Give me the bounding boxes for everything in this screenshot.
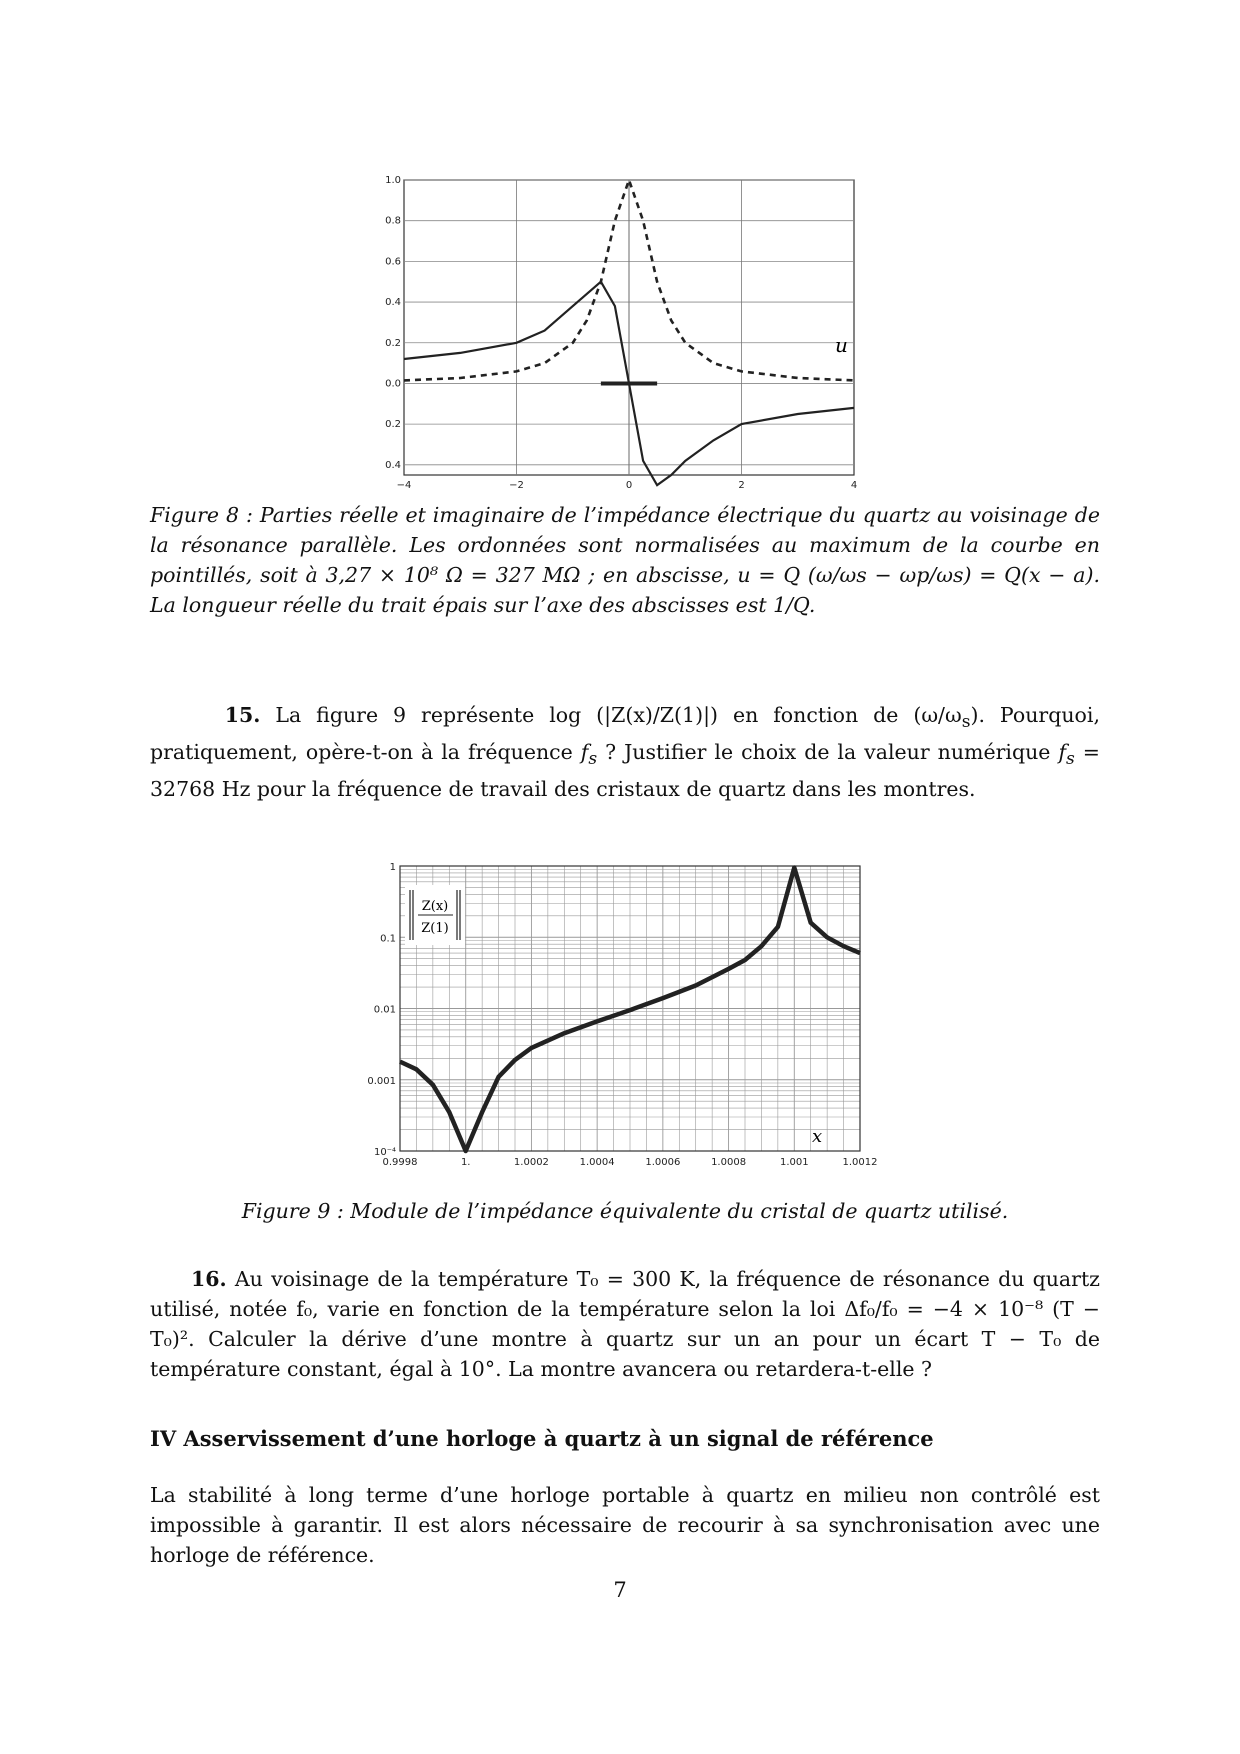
page-number: 7	[613, 1578, 627, 1602]
figure-9-chart	[360, 858, 880, 1176]
figure-9-x-tick-label: 0.9998	[382, 1157, 418, 1168]
figure-9-y-tick-label: 0.01	[373, 1004, 396, 1016]
figure-8-y-tick-label: 0.6	[385, 256, 401, 268]
figure-8-caption-text: Figure 8 : Parties réelle et imaginaire de l’impédance électrique du quartz au voisinage de la résonance parallèle. Les ordonnées sont normalisées au maximum de la courbe en pointillés, soit à 3,27 × 10⁸ Ω = 327 MΩ ; en abscisse, u = Q (ω/ωs − ωp/ωs) = Q(x − a). La longueur réelle du trait épais sur l’axe des abscisses est 1/Q.	[150, 503, 1100, 617]
figure-9-x-tick-label: 1.0008	[711, 1157, 747, 1168]
figure-9-x-tick-label: 1.0012	[842, 1157, 878, 1168]
figure-8-x-tick-label: 4	[850, 480, 858, 491]
question-16-number: 16.	[191, 1267, 227, 1291]
figure-8-x-ticks	[397, 480, 858, 491]
figure-9-caption	[150, 1196, 1100, 1226]
figure-9-x-tick-label: 1.0004	[579, 1157, 615, 1168]
figure-9-legend	[405, 885, 465, 945]
figure-9-x-ticks	[383, 1157, 878, 1168]
figure-8-y-tick-label: 1.0	[385, 175, 401, 186]
question-16-text: Au voisinage de la température T₀ = 300 K, la fréquence de résonance du quartz utilisé, notée f₀, varie en fonction de la température selon la loi Δf₀/f₀ = −4 × 10⁻⁸ (T − T₀)². Calculer la dérive d’une montre à quartz sur un an pour un écart T − T₀ de température constant, égal à 10°. La montre avancera ou retardera-t-elle ?	[150, 1267, 1100, 1381]
question-15-text-c: . Pourquoi, pratiquement, opère-t-on à la fréquence	[150, 703, 1100, 765]
section-4-paragraph: La stabilité à long terme d’une horloge portable à quartz en milieu non contrôlé est impossible à garantir. Il est alors nécessaire de recourir à sa synchronisation avec une horloge de référence.	[150, 1483, 1100, 1567]
question-15-text-e: = 32768 Hz pour la fréquence de travail des cristaux de quartz dans les montres.	[150, 740, 1100, 802]
figure-9-x-tick-label: 1.001	[779, 1157, 809, 1168]
figure-9-y-ticks	[367, 862, 396, 1158]
figure-9-caption-text: Figure 9 : Module de l’impédance équivalente du cristal de quartz utilisé.	[241, 1199, 1009, 1223]
figure-9-legend-numerator: Z(x)	[421, 899, 449, 914]
figure-8-y-tick-label: 0.4	[385, 459, 401, 471]
figure-8-grid	[404, 180, 854, 475]
question-15-text-b: en fonction de	[732, 703, 899, 727]
figure-8-x-tick-label: −2	[509, 480, 524, 491]
figure-9-x-tick-label: 1.	[460, 1157, 471, 1168]
figure-9-y-tick-label: 0.001	[367, 1075, 396, 1087]
figure-8-axis-label: u	[835, 333, 848, 357]
question-15: 15. La figure 9 représente log (|Z(x)/Z(1)|) en fonction de $(\omega/\omega_s)$. Pourquoi, pratiquement, opère-t-on à la fréquence $f_s$ ? Justifier le choix de la valeur numérique $f_s = 32768$ Hz pour la fréquence de travail des cristaux de quartz dans les montres.	[150, 703, 1100, 802]
question-15-number: 15.	[224, 703, 261, 727]
figure-8-caption	[150, 500, 1100, 620]
figure-8-x-tick-label: 2	[738, 480, 745, 491]
figure-9-legend-denominator: Z(1)	[421, 921, 449, 936]
figure-8-x-tick-label: 0	[625, 480, 633, 491]
question-15-text-d: ? Justifier le choix de la valeur numérique	[605, 740, 1051, 765]
figure-8-y-tick-label: 0.2	[385, 419, 401, 431]
figure-8-y-ticks	[385, 175, 401, 471]
figure-8-y-tick-label: 0.8	[385, 215, 401, 227]
figure-9-x-tick-label: 1.0002	[513, 1157, 549, 1168]
figure-9-x-tick-label: 1.0006	[645, 1157, 681, 1168]
figure-9-y-tick-label: 0.1	[380, 933, 396, 945]
figure-9-y-tick-label: 1	[389, 862, 396, 873]
figure-9-axis-label: x	[812, 1126, 823, 1147]
figure-8-y-tick-label: 0.4	[385, 297, 401, 309]
figure-8-chart	[385, 170, 870, 491]
figure-8-x-tick-label: −4	[396, 480, 412, 491]
figure-8-y-tick-label: 0.2	[385, 337, 401, 349]
figure-8-y-tick-label: 0.0	[385, 378, 401, 390]
section-4-title: IV Asservissement d’une horloge à quartz à un signal de référence	[150, 1426, 934, 1451]
question-16	[150, 1264, 1100, 1384]
question-15-text-a: La figure 9 représente log	[275, 703, 582, 727]
figure-9-y-tick-label: 10⁻⁴	[373, 1147, 396, 1158]
